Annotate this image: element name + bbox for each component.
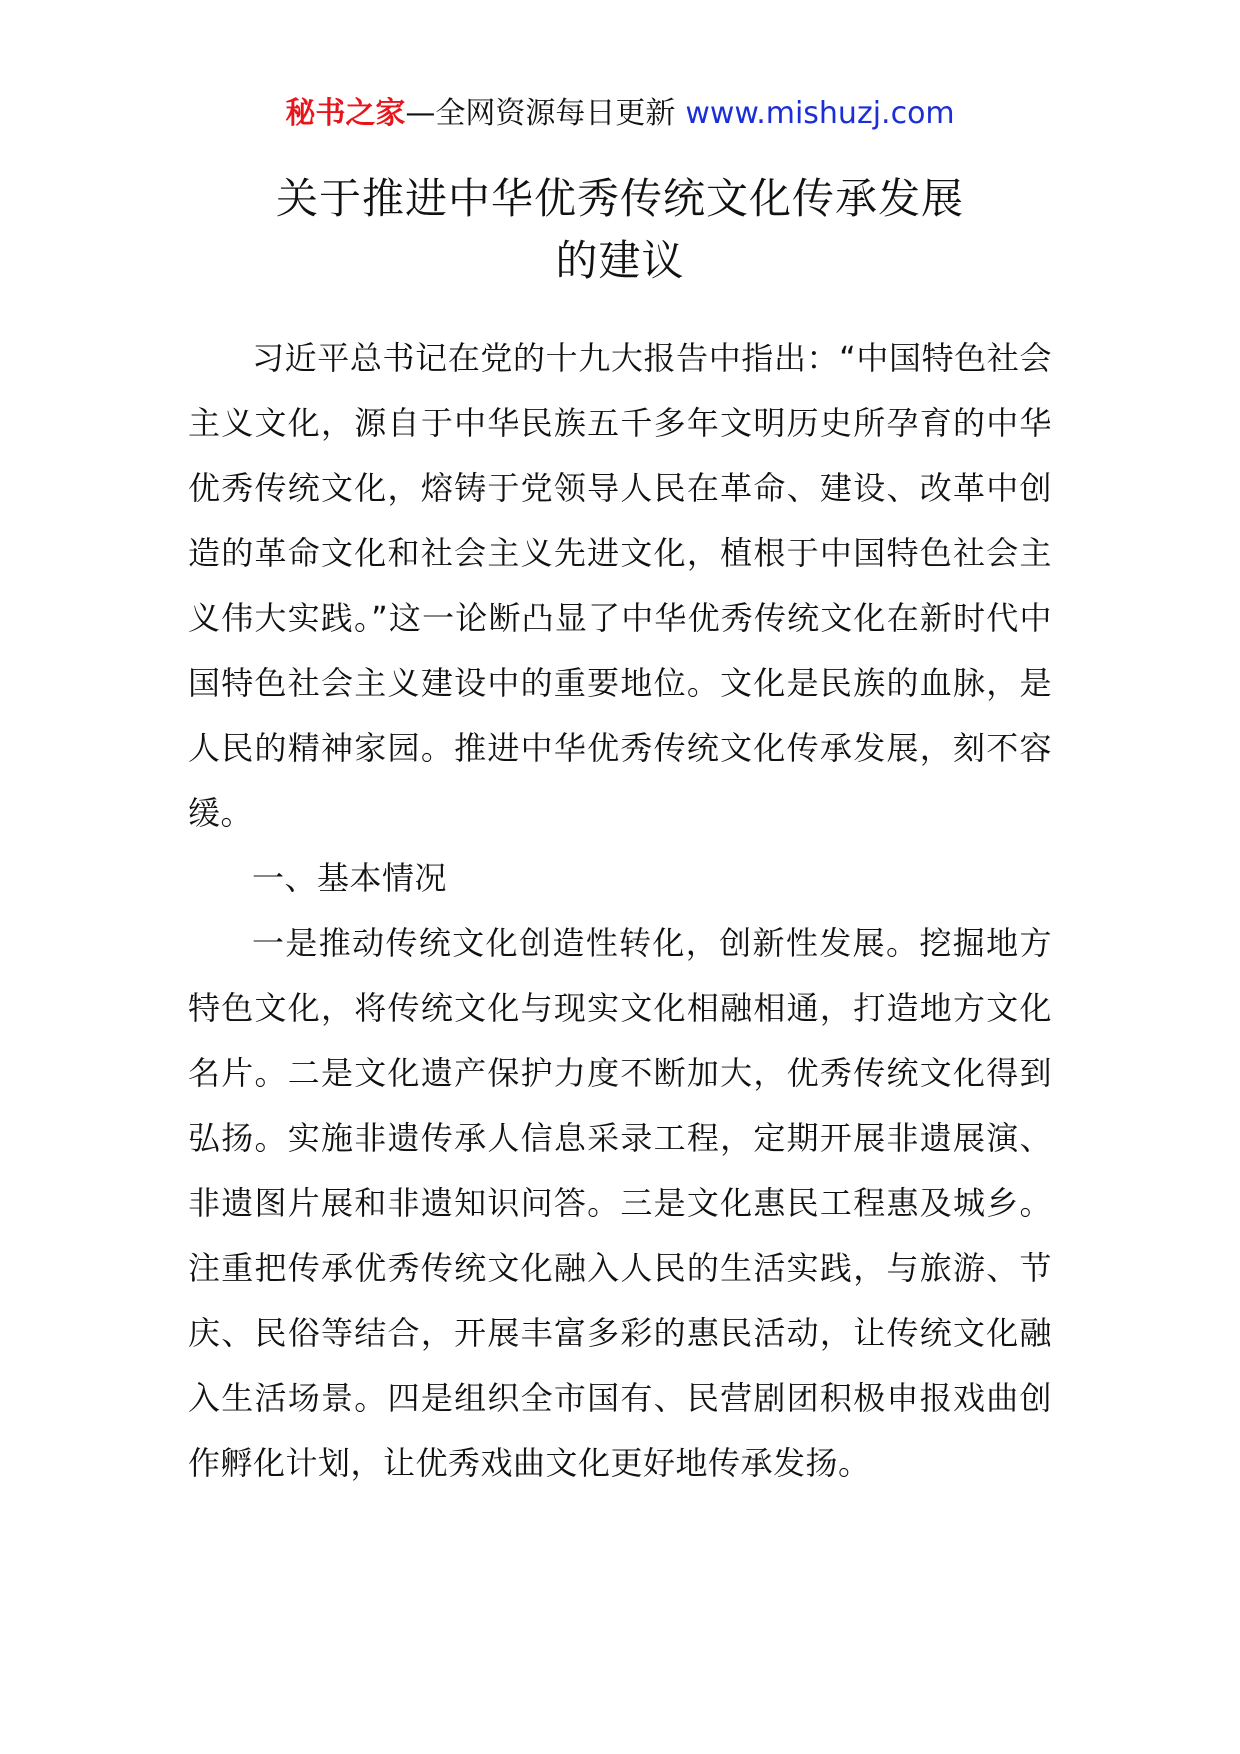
document-title-line-2: 的建议 xyxy=(555,236,685,285)
paragraph-intro: 习近平总书记在党的十九大报告中指出：“中国特色社会主义文化，源自于中华民族五千多年文明历史所孕育的中华优秀传统文化，熔铸于党领导人民在革命、建设、改革中创造的革命文化和社会主义先进文化，植根于中国特色社会主义伟大实践。”这一论断凸显了中华优秀传统文化在新时代中国特色社会主义建设中的重要地位。文化是民族的血脉，是人民的精神家园。推进中华优秀传统文化传承发展，刻不容缓。 xyxy=(188,339,1052,832)
site-brand: 秘书之家 xyxy=(285,96,406,131)
document-title-line-1: 关于推进中华优秀传统文化传承发展 xyxy=(275,174,964,223)
site-tagline: —全网资源每日更新 xyxy=(405,96,676,131)
document-title xyxy=(0,168,1240,292)
site-header xyxy=(0,94,1240,134)
site-url-link[interactable]: www.mishuzj.com xyxy=(685,96,955,131)
document-body xyxy=(188,326,1052,1496)
paragraph-basic-situation: 一是推动传统文化创造性转化，创新性发展。挖掘地方特色文化，将传统文化与现实文化相融相通，打造地方文化名片。二是文化遗产保护力度不断加大，优秀传统文化得到弘扬。实施非遗传承人信息采录工程，定期开展非遗展演、非遗图片展和非遗知识问答。三是文化惠民工程惠及城乡。注重把传承优秀传统文化融入人民的生活实践，与旅游、节庆、民俗等结合，开展丰富多彩的惠民活动，让传统文化融入生活场景。四是组织全市国有、民营剧团积极申报戏曲创作孵化计划，让优秀戏曲文化更好地传承发扬。 xyxy=(188,924,1052,1482)
section-heading-basic-situation: 一、基本情况 xyxy=(252,859,448,897)
